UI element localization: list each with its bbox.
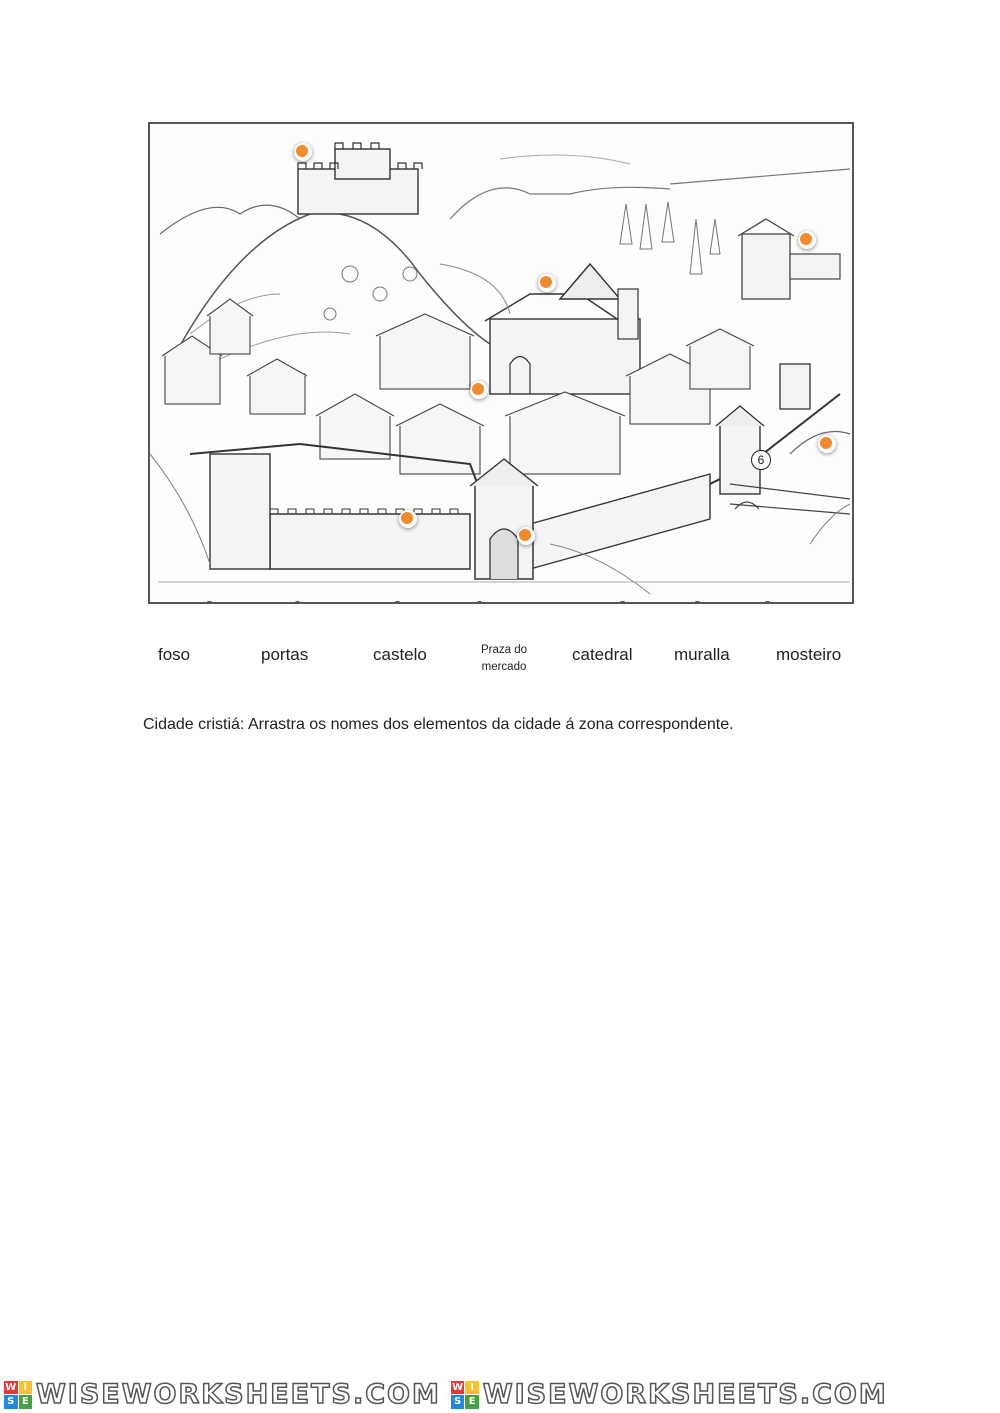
word-portas[interactable]: portas <box>261 645 309 664</box>
word-catedral[interactable]: catedral <box>572 645 633 664</box>
hotspot-gates[interactable] <box>517 527 535 545</box>
word-castelo[interactable]: castelo <box>373 645 427 664</box>
instruction-text: Cidade cristiá: Arrastra os nomes dos elementos da cidade á zona correspondente. <box>143 716 734 733</box>
hotspot-market-square[interactable] <box>470 381 488 399</box>
footer-watermark <box>0 1376 1000 1413</box>
hotspot-castle[interactable] <box>294 143 312 161</box>
footer-logo-repeat <box>451 1379 888 1410</box>
word-foso[interactable]: foso <box>158 645 191 664</box>
brand-text: WISEWORKSHEETS.COM <box>36 1379 441 1410</box>
wise-badge-icon: W I S E <box>4 1381 32 1409</box>
word-muralla[interactable]: muralla <box>674 645 730 664</box>
number-marker: 6 <box>751 450 771 470</box>
footer-logo <box>4 1379 441 1410</box>
word-praza-do-mercado[interactable]: Praza do mercado <box>480 644 528 673</box>
city-drawing <box>150 124 854 604</box>
brand-text: WISEWORKSHEETS.COM <box>482 1379 888 1410</box>
word-mosteiro[interactable]: mosteiro <box>776 645 842 664</box>
hotspot-wall[interactable] <box>399 510 417 528</box>
hotspot-moat[interactable] <box>818 435 836 453</box>
city-illustration <box>148 122 854 604</box>
hotspot-cathedral[interactable] <box>538 274 556 292</box>
hotspot-monastery[interactable] <box>798 231 816 249</box>
wise-badge-icon: W I S E <box>451 1381 479 1409</box>
